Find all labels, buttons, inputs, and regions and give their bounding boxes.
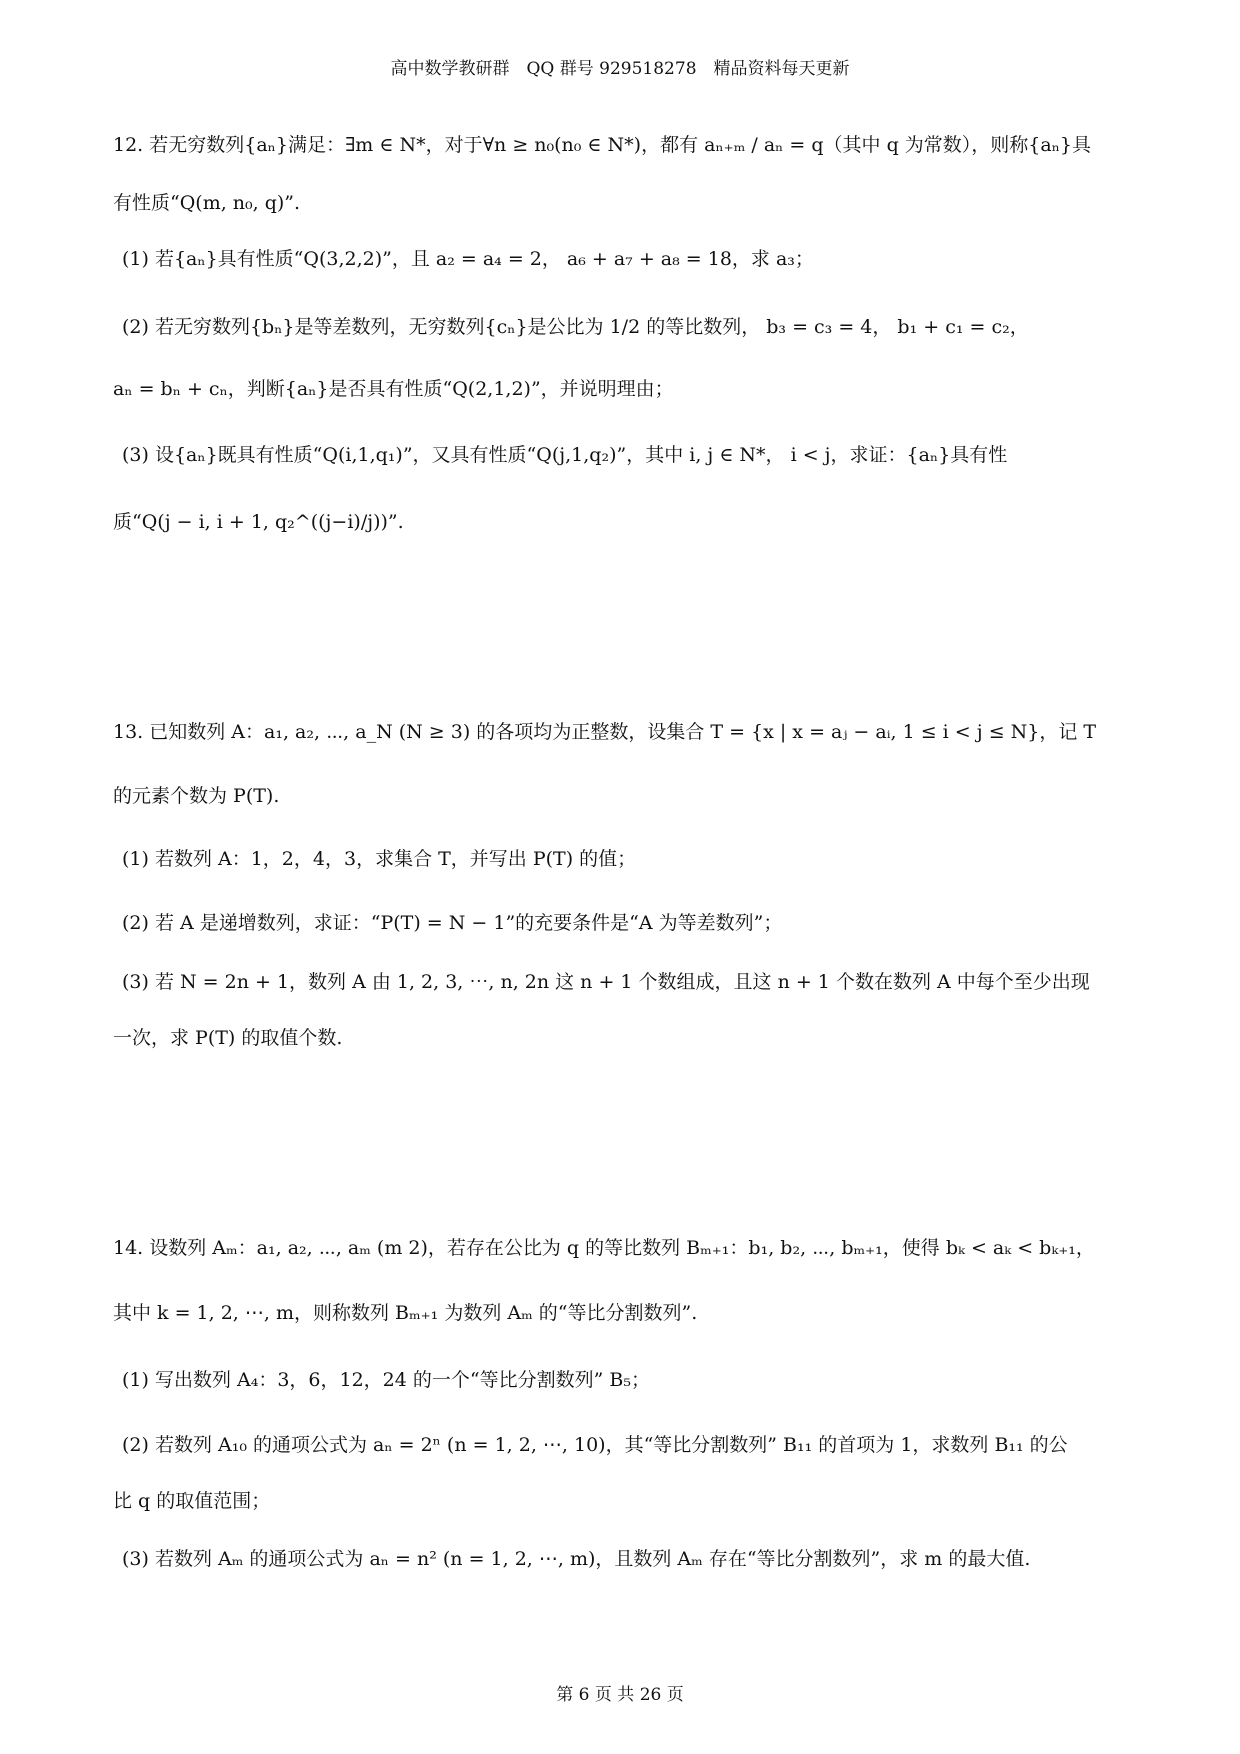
q12-part3: (3) 设{aₙ}既具有性质“Q(i,1,q₁)”，又具有性质“Q(j,1,q₂)”，其中 i, j ∈ N*， i < j，求证：{aₙ}具有性 (122, 444, 1008, 466)
q14-stem: 14. 设数列 Aₘ：a₁, a₂, ⋯, aₘ (m 2)，若存在公比为 q 的等比数列 Bₘ₊₁：b₁, b₂, ⋯, bₘ₊₁，使得 bₖ < aₖ < bₖ₊₁， (113, 1237, 1095, 1259)
q12-part1: (1) 若{aₙ}具有性质“Q(3,2,2)”，且 a₂ = a₄ = 2， a₆ + a₇ + a₈ = 18，求 a₃； (122, 248, 814, 270)
q13-part1: (1) 若数列 A：1，2，4，3，求集合 T，并写出 P(T) 的值； (122, 848, 637, 870)
q14-part1: (1) 写出数列 A₄：3，6，12，24 的一个“等比分割数列” B₅； (122, 1369, 650, 1391)
q13-part3-cont: 一次，求 P(T) 的取值个数. (113, 1027, 343, 1049)
q13-part2: (2) 若 A 是递增数列，求证：“P(T) = N − 1”的充要条件是“A 为等差数列”； (122, 912, 783, 934)
q12-stem-cont: 有性质“Q(m, n₀, q)”. (113, 192, 301, 214)
q14-part2-cont: 比 q 的取值范围； (113, 1490, 271, 1512)
q12-stem: 12. 若无穷数列{aₙ}满足：∃m ∈ N*，对于∀n ≥ n₀(n₀ ∈ N*)，都有 aₙ₊ₘ / aₙ = q（其中 q 为常数），则称{aₙ}具 (113, 134, 1092, 156)
page-footer: 第 6 页 共 26 页 (556, 1685, 684, 1705)
q14-part3: (3) 若数列 Aₘ 的通项公式为 aₙ = n² (n = 1, 2, ⋯, m)，且数列 Aₘ 存在“等比分割数列”，求 m 的最大值. (122, 1548, 1031, 1570)
q12-part3-cont: 质“Q(j − i, i + 1, q₂^((j−i)/j))”. (113, 511, 404, 533)
q13-stem: 13. 已知数列 A：a₁, a₂, ⋯, a_N (N ≥ 3) 的各项均为正整数，设集合 T = {x | x = aⱼ − aᵢ, 1 ≤ i < j ≤ N}，记 T (113, 721, 1097, 743)
q13-stem-cont: 的元素个数为 P(T). (113, 785, 280, 807)
q14-part2: (2) 若数列 A₁₀ 的通项公式为 aₙ = 2ⁿ (n = 1, 2, ⋯, 10)，其“等比分割数列” B₁₁ 的首项为 1，求数列 B₁₁ 的公 (122, 1434, 1068, 1456)
q12-part2-cont: aₙ = bₙ + cₙ，判断{aₙ}是否具有性质“Q(2,1,2)”，并说明理由； (113, 378, 674, 400)
q13-part3: (3) 若 N = 2n + 1，数列 A 由 1, 2, 3, ⋯, n, 2n 这 n + 1 个数组成，且这 n + 1 个数在数列 A 中每个至少出现 (122, 971, 1090, 993)
q12-part2: (2) 若无穷数列{bₙ}是等差数列，无穷数列{cₙ}是公比为 1/2 的等比数列， b₃ = c₃ = 4， b₁ + c₁ = c₂， (122, 316, 1029, 338)
page-header: 高中数学教研群 QQ 群号 929518278 精品资料每天更新 (390, 59, 850, 79)
q14-stem-cont: 其中 k = 1, 2, ⋯, m，则称数列 Bₘ₊₁ 为数列 Aₘ 的“等比分割数列”. (113, 1302, 698, 1324)
